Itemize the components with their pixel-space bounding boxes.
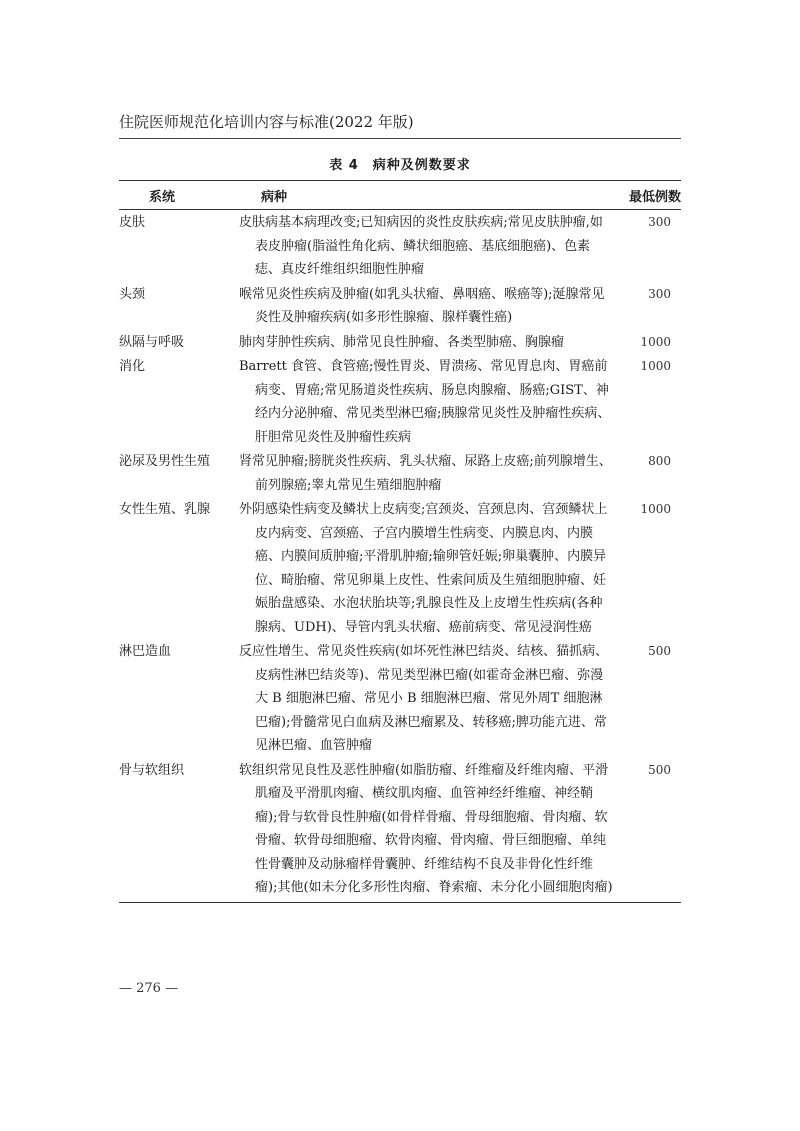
table-row <box>119 282 681 330</box>
system-cell: 泌尿及男性生殖 <box>119 454 211 469</box>
min-cases-cell: 500 <box>648 762 671 777</box>
disease-text: 反应性增生、常见炎性疾病(如坏死性淋巴结炎、结核、猫抓病、皮病性淋巴结炎等)、常见类型淋巴瘤(如霍奇金淋巴瘤、弥漫大 B 细胞淋巴瘤、常见小 B 细胞淋巴瘤、常见外周T 细胞淋巴瘤);骨髓常见白血病及淋巴瘤累及、转移癌;脾功能亢进、常见淋巴瘤、血管肿瘤 <box>239 644 609 753</box>
min-cases-cell: 300 <box>648 215 671 229</box>
table-row <box>119 639 681 758</box>
min-cases-cell: 500 <box>648 644 671 658</box>
min-cases-cell: 800 <box>648 454 671 468</box>
min-cases-cell: 300 <box>648 286 671 301</box>
disease-text: 肾常见肿瘤;膀胱炎性疾病、乳头状瘤、尿路上皮癌;前列腺增生、前列腺癌;睾丸常见生殖细胞肿瘤 <box>239 454 612 493</box>
table-row <box>119 354 681 449</box>
disease-text: 软组织常见良性及恶性肿瘤(如脂肪瘤、纤维瘤及纤维肉瘤、平滑肌瘤及平滑肌肉瘤、横纹肌肉瘤、血管神经纤维瘤、神经鞘瘤);骨与软骨良性肿瘤(如骨样骨瘤、骨母细胞瘤、骨肉瘤、软骨瘤、软骨母细胞瘤、软骨肉瘤、骨肉瘤、骨巨细胞瘤、单纯性骨囊肿及动脉瘤样骨囊肿、纤维结构不良及非骨化性纤维瘤);其他(如未分化多形性肉瘤、脊索瘤、未分化小圆细胞肉瘤) <box>239 762 613 895</box>
disease-text: Barrett 食管、食管癌;慢性胃炎、胃溃疡、常见胃息肉、胃癌前病变、胃癌;常见肠道炎性疾病、肠息肉腺瘤、肠癌;GIST、神经内分泌肿瘤、常见类型淋巴瘤;胰腺常见炎性及肿瘤性疾病、肝胆常见炎性及肿瘤性疾病 <box>239 359 611 445</box>
disease-cell <box>237 450 619 497</box>
table-row <box>119 449 681 497</box>
system-cell: 纵隔与呼吸 <box>119 334 185 350</box>
table-caption: 表 4 病种及例数要求 <box>329 158 471 173</box>
header-system: 系统 <box>149 189 176 205</box>
system-cell: 消化 <box>119 359 146 374</box>
system-cell: 女性生殖、乳腺 <box>119 502 211 517</box>
table-row <box>119 330 681 355</box>
disease-text: 喉常见炎性疾病及肿瘤(如乳头状瘤、鼻咽癌、喉癌等);涎腺常见炎性及肿瘤疾病(如多形性腺瘤、腺样囊性癌) <box>239 286 605 325</box>
system-cell: 淋巴造血 <box>119 644 172 659</box>
running-header: 住院医师规范化培训内容与标准(2022 年版) <box>119 112 681 139</box>
min-cases-cell: 1000 <box>640 359 671 373</box>
disease-requirements-table <box>119 180 681 903</box>
table-row <box>119 758 681 902</box>
disease-cell <box>237 283 619 330</box>
disease-cell <box>237 331 619 355</box>
min-cases-cell: 1000 <box>640 502 671 516</box>
table-header-row <box>119 181 681 210</box>
table-row <box>119 497 681 639</box>
disease-cell <box>237 640 619 758</box>
disease-text: 外阴感染性病变及鳞状上皮病变;宫颈炎、宫颈息肉、宫颈鳞状上皮内病变、宫颈癌、子宫内膜增生性病变、内膜息肉、内膜癌、内膜间质肿瘤;平滑肌肿瘤;输卵管妊娠;卵巢囊肿、内膜异位、畸胎瘤、常见卵巢上皮性、性索间质及生殖细胞肿瘤、妊娠胎盘感染、水泡状胎块等;乳腺良性及上皮增生性疾病(各种腺病、UDH)、导管内乳头状瘤、癌前病变、常见浸润性癌 <box>239 502 608 635</box>
system-cell: 骨与软组织 <box>119 762 185 778</box>
page-number: — 276 — <box>119 981 179 996</box>
system-cell: 皮肤 <box>119 215 146 230</box>
header-disease: 病种 <box>261 189 288 205</box>
table-row <box>119 210 681 282</box>
disease-cell <box>237 759 619 900</box>
disease-text: 肺肉芽肿性疾病、肺常见良性肿瘤、各类型肺癌、胸腺瘤 <box>239 334 565 350</box>
header-min-cases: 最低例数 <box>628 189 681 205</box>
min-cases-cell: 1000 <box>640 334 671 349</box>
disease-cell <box>237 498 619 639</box>
disease-cell <box>237 211 619 282</box>
system-cell: 头颈 <box>119 286 146 302</box>
disease-text: 皮肤病基本病理改变;已知病因的炎性皮肤疾病;常见皮肤肿瘤,如表皮肿瘤(脂溢性角化病、鳞状细胞癌、基底细胞癌)、色素痣、真皮纤维组织细胞性肿瘤 <box>239 215 603 277</box>
disease-cell <box>237 355 619 449</box>
